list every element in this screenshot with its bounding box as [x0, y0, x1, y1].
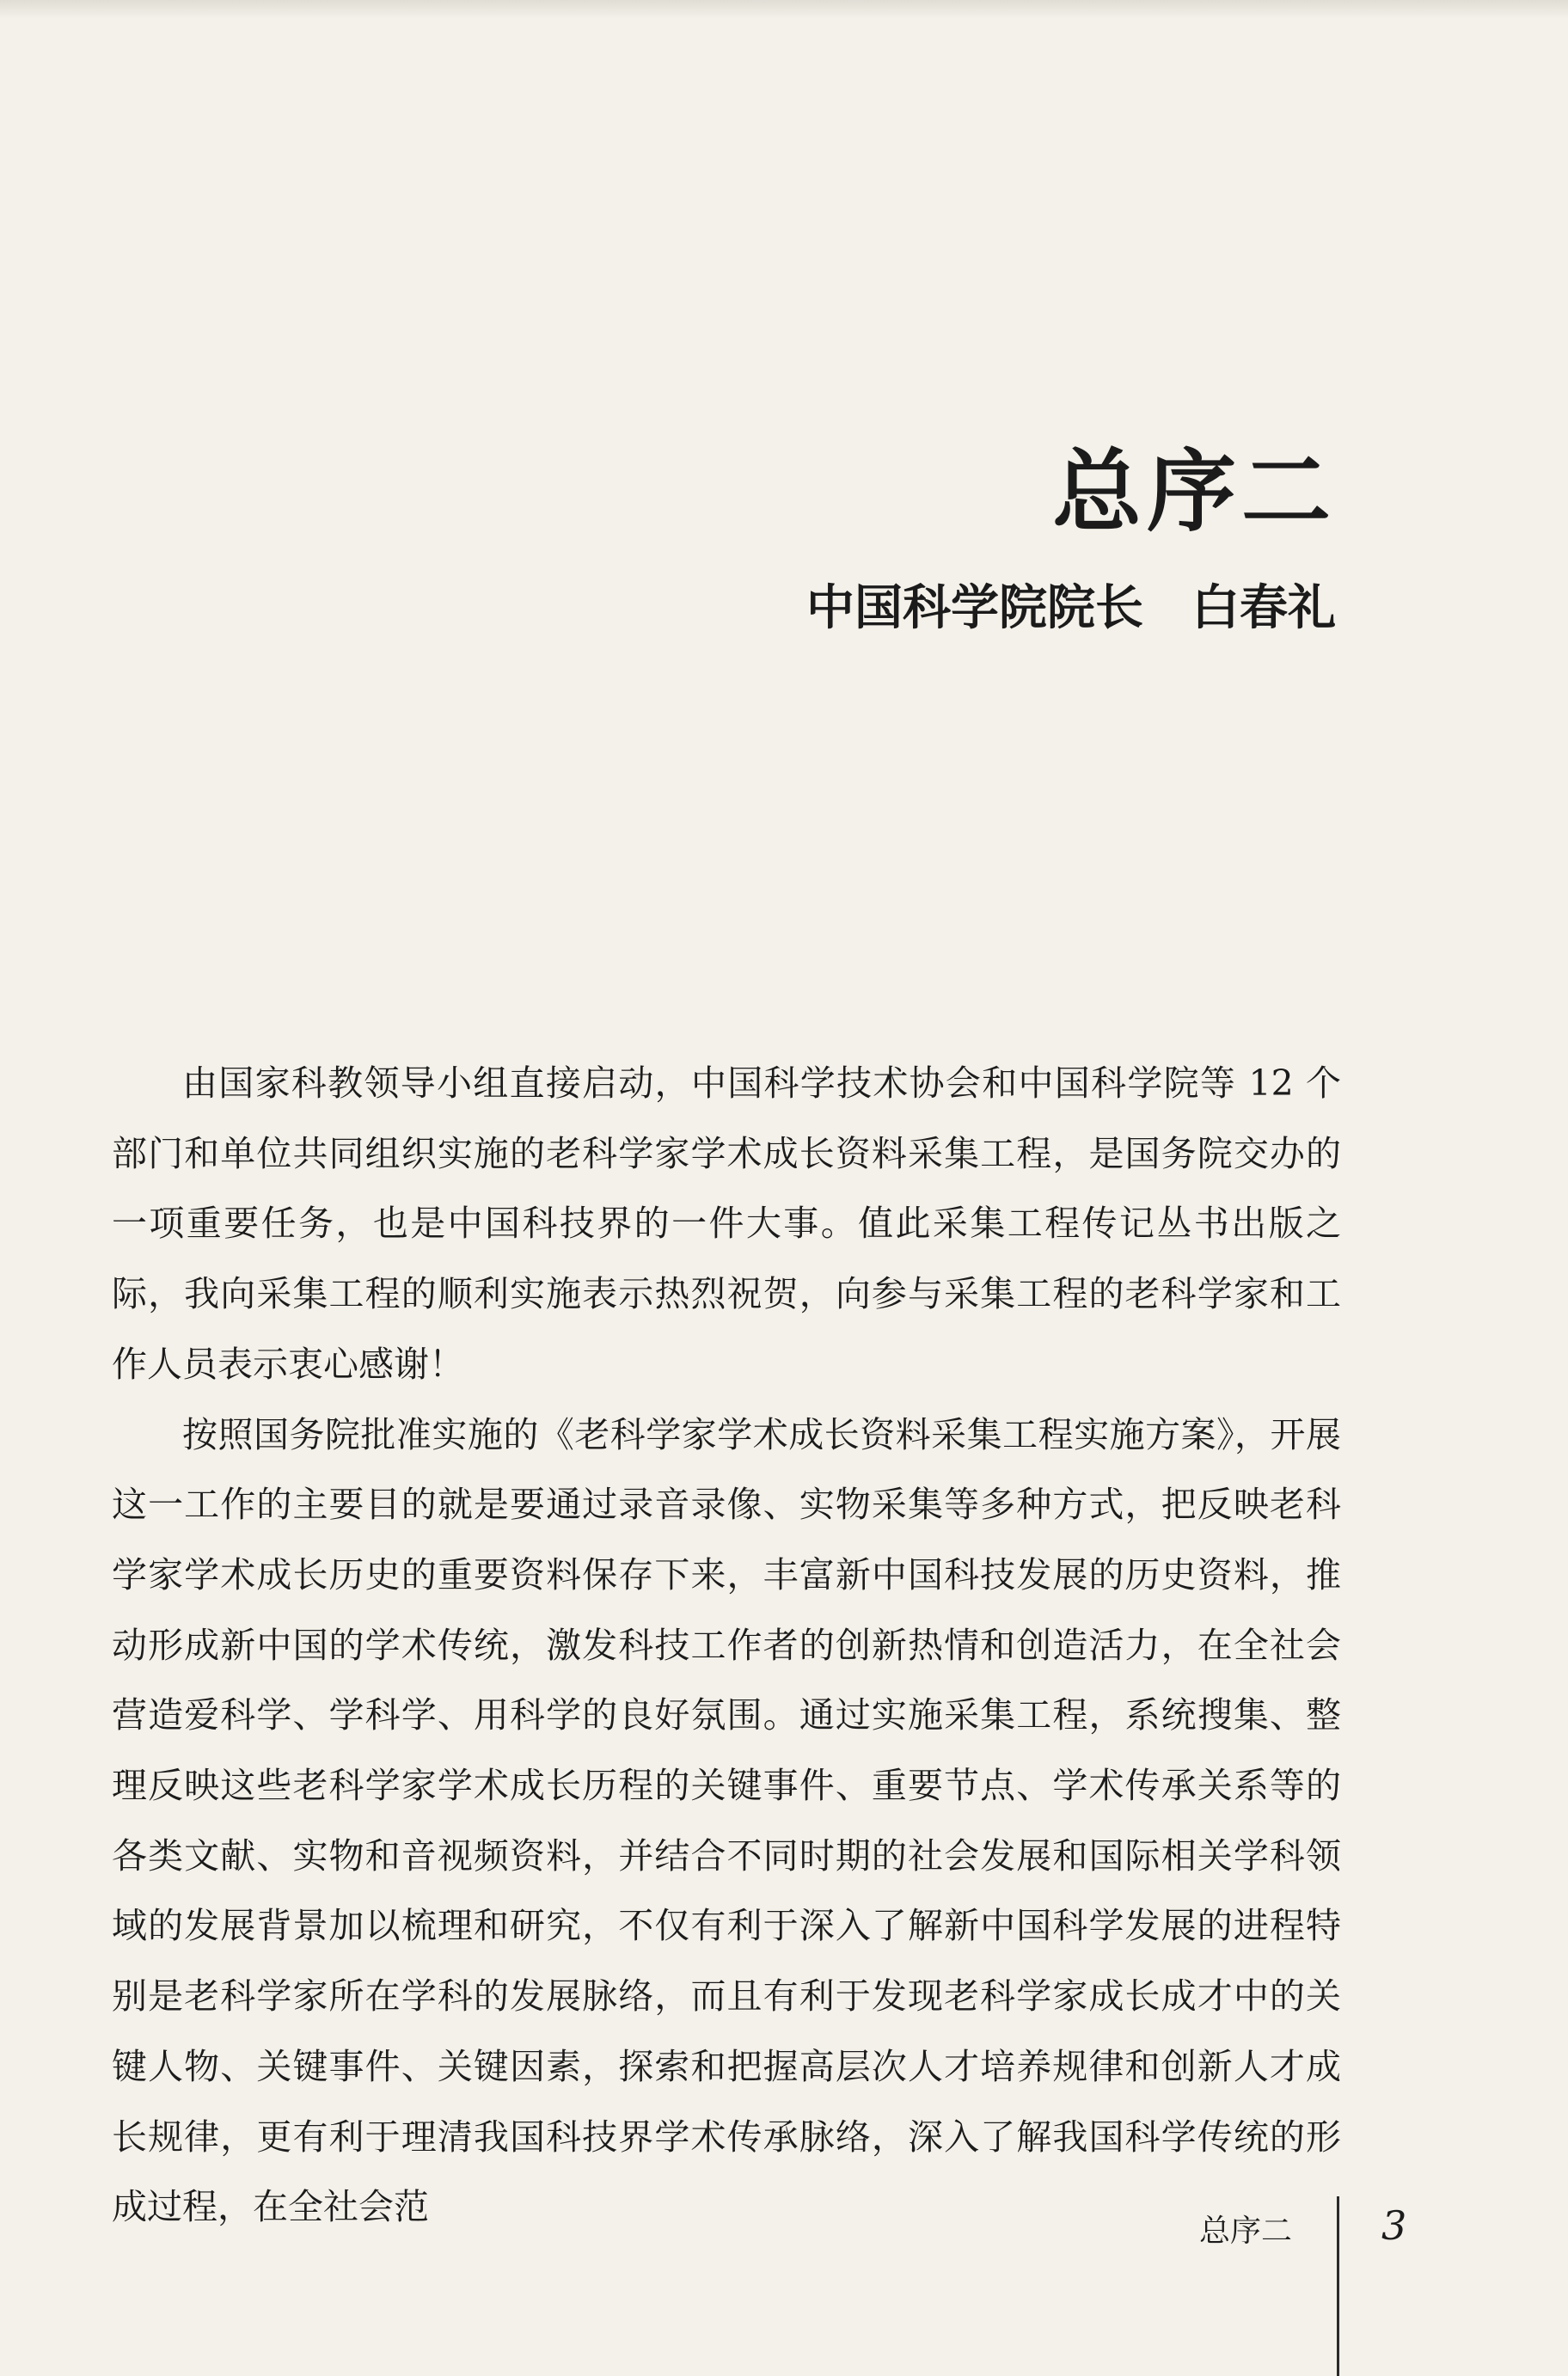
page-number: 3	[1381, 2202, 1407, 2249]
page-title: 总序二	[1051, 439, 1336, 544]
paragraph: 由国家科教领导小组直接启动，中国科学技术协会和中国科学院等 12 个部门和单位共同组织实施的老科学家学术成长资料采集工程，是国务院交办的一项重要任务，也是中国科技界的一件大事。值此采集工程传记丛书出版之际，我向采集工程的顺利实施表示热烈祝贺，向参与采集工程的老科学家和工作人员表示衷心感谢！	[112, 1062, 1341, 1385]
author-line	[806, 580, 1336, 636]
running-footer-section: 总序二	[1199, 2214, 1293, 2249]
author-title: 中国科学院院长	[806, 580, 1143, 636]
body-text	[112, 1049, 1341, 2243]
footer-divider	[1337, 2196, 1339, 2376]
paragraph: 按照国务院批准实施的《老科学家学术成长资料采集工程实施方案》，开展这一工作的主要目的就是要通过录音录像、实物采集等多种方式，把反映老科学家学术成长历史的重要资料保存下来，丰富新中国科技发展的历史资料，推动形成新中国的学术传统，激发科技工作者的创新热情和创造活力，在全社会营造爱科学、学科学、用科学的良好氛围。通过实施采集工程，系统搜集、整理反映这些老科学家学术成长历程的关键事件、重要节点、学术传承关系等的各类文献、实物和音视频资料，并结合不同时期的社会发展和国际相关学科领域的发展背景加以梳理和研究，不仅有利于深入了解新中国科学发展的进程特别是老科学家所在学科的发展脉络，而且有利于发现老科学家成长成才中的关键人物、关键事件、关键因素，探索和把握高层次人才培养规律和创新人才成长规律，更有利于理清我国科技界学术传承脉络，深入了解我国科学传统的形成过程，在全社会范	[112, 1413, 1341, 2228]
author-name: 白春礼	[1191, 580, 1336, 636]
page-top-edge	[0, 0, 1568, 19]
